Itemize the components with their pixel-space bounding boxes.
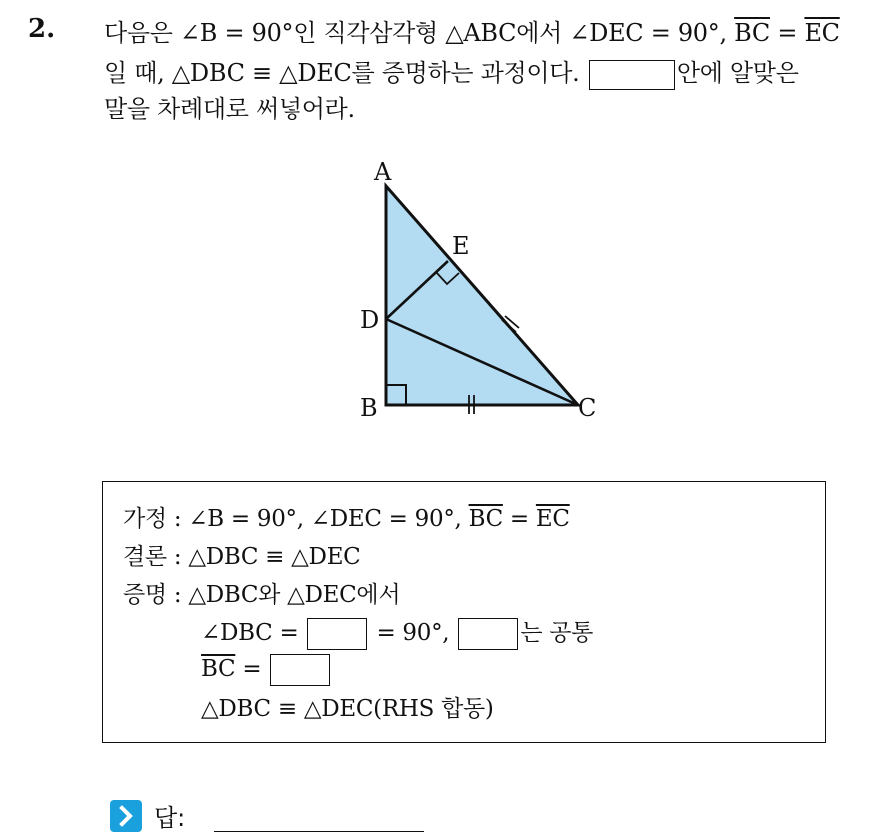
- step2-equals: =: [235, 656, 269, 682]
- step1-text-a: ∠DBC =: [201, 620, 306, 646]
- question-line-2-text: 일 때, △DBC ≡ △DEC를 증명하는 과정이다.: [104, 59, 587, 87]
- question-line-2-tail: 안에 알맞은: [676, 59, 799, 87]
- proof-intro-line: [123, 580, 400, 610]
- question-line-3: 말을 차례대로 써넣어라.: [104, 95, 355, 123]
- question-number: 2.: [28, 14, 56, 44]
- triangle-figure: [340, 150, 640, 430]
- triangle-abc: [386, 186, 578, 405]
- proof-blank-3[interactable]: [270, 654, 330, 686]
- hypothesis-text: ∠B = 90°, ∠DEC = 90°,: [188, 506, 469, 532]
- proof-label: 증명 :: [123, 582, 189, 608]
- chevron-right-icon: [110, 800, 142, 832]
- equals-sign: =: [769, 19, 805, 47]
- hypothesis-segment-ec: $\overline{EC}$: [535, 506, 570, 532]
- label-a: A: [374, 158, 392, 186]
- question-blank-box: [589, 60, 675, 90]
- segment-ec: $\overline{EC}$: [804, 19, 840, 47]
- hypothesis-segment-bc: $\overline{BC}$: [468, 506, 503, 532]
- proof-blank-1[interactable]: [307, 618, 367, 650]
- conclusion-text: △DBC ≡ △DEC: [188, 544, 361, 570]
- question-line-1: [104, 16, 840, 50]
- proof-box: [102, 481, 826, 743]
- segment-bc: $\overline{BC}$: [734, 19, 770, 47]
- conclusion-line: [123, 542, 360, 572]
- proof-step-3: △DBC ≡ △DEC(RHS 합동): [201, 696, 494, 722]
- proof-step-1: [201, 618, 593, 650]
- question-line-1-text: 다음은 ∠B = 90°인 직각삼각형 △ABC에서 ∠DEC = 90°,: [104, 19, 735, 47]
- proof-blank-2[interactable]: [458, 618, 518, 650]
- label-d: D: [360, 306, 380, 334]
- conclusion-label: 결론 :: [123, 544, 189, 570]
- label-e: E: [452, 232, 470, 260]
- proof-step-2: [201, 654, 332, 686]
- step1-text-b: = 90°,: [369, 620, 457, 646]
- label-b: B: [360, 394, 378, 422]
- label-c: C: [578, 394, 597, 422]
- question-line-2: [104, 56, 799, 90]
- step2-segment-bc: $\overline{BC}$: [201, 656, 236, 682]
- step1-text-c: 는 공통: [520, 620, 594, 646]
- answer-label: 답:: [154, 804, 186, 832]
- answer-input-line[interactable]: [214, 831, 424, 832]
- hypothesis-label: 가정 :: [123, 506, 189, 532]
- hypothesis-equals: =: [502, 506, 536, 532]
- proof-intro-text: △DBC와 △DEC에서: [188, 582, 401, 608]
- triangle-diagram: [340, 150, 640, 430]
- hypothesis-line: [123, 504, 570, 534]
